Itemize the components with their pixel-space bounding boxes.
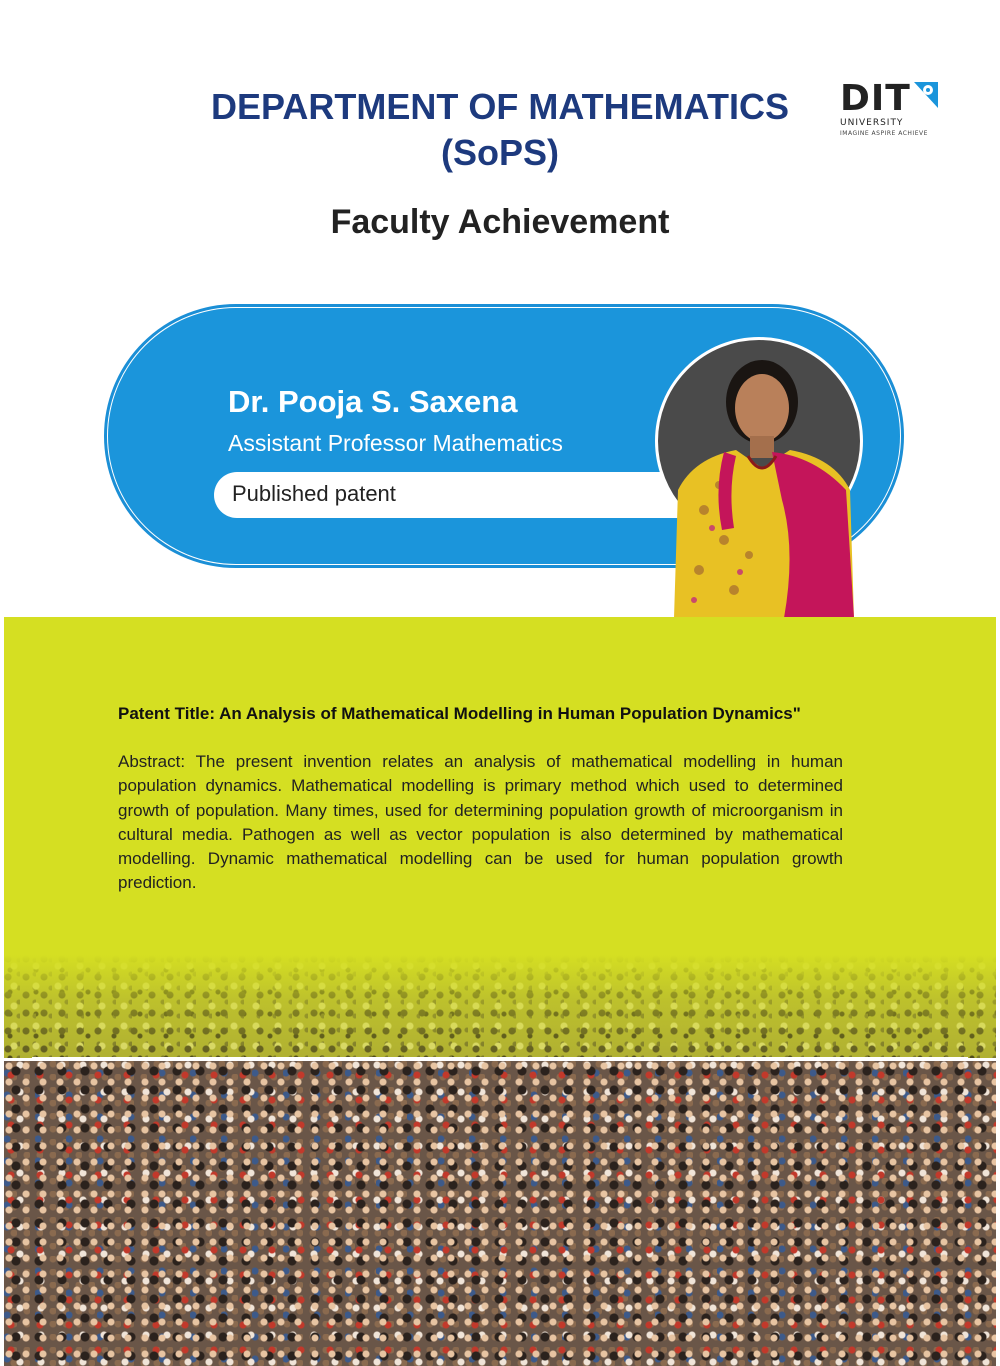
logo-university: UNIVERSITY	[840, 118, 904, 128]
patent-title-text: : An Analysis of Mathematical Modelling in Human Population Dynamics"	[209, 704, 801, 723]
patent-title-label: Patent Title	[118, 704, 210, 723]
gear-icon	[912, 80, 940, 110]
department-line-2: (SoPS)	[440, 132, 559, 173]
department-line-1: DEPARTMENT OF MATHEMATICS	[211, 86, 789, 127]
dit-university-logo	[838, 80, 948, 142]
crowd-image-tinted	[4, 955, 996, 1058]
patent-title	[118, 704, 801, 724]
faculty-designation: Assistant Professor Mathematics	[228, 430, 563, 456]
department-title	[200, 84, 800, 176]
logo-tagline: IMAGINE ASPIRE ACHIEVE	[840, 130, 928, 137]
patent-abstract: Abstract: The present invention relates an analysis of mathematical modelling in human population dynamics. Mathematical modelling is primary method which used to determined growth of population. Many times, used for determining population growth of microorganism in cultural media. Pathogen as well as vector population is also determined by mathematical modelling. Dynamic mathematical modelling can be used for human population growth prediction.	[118, 752, 843, 893]
achievement-label: Published patent	[232, 481, 396, 506]
faculty-photo	[664, 340, 860, 618]
logo-word: DIT	[840, 78, 911, 119]
crowd-image	[4, 1061, 996, 1366]
section-title: Faculty Achievement	[330, 203, 670, 241]
faculty-name: Dr. Pooja S. Saxena	[228, 384, 518, 419]
achievement-badge	[214, 472, 734, 518]
